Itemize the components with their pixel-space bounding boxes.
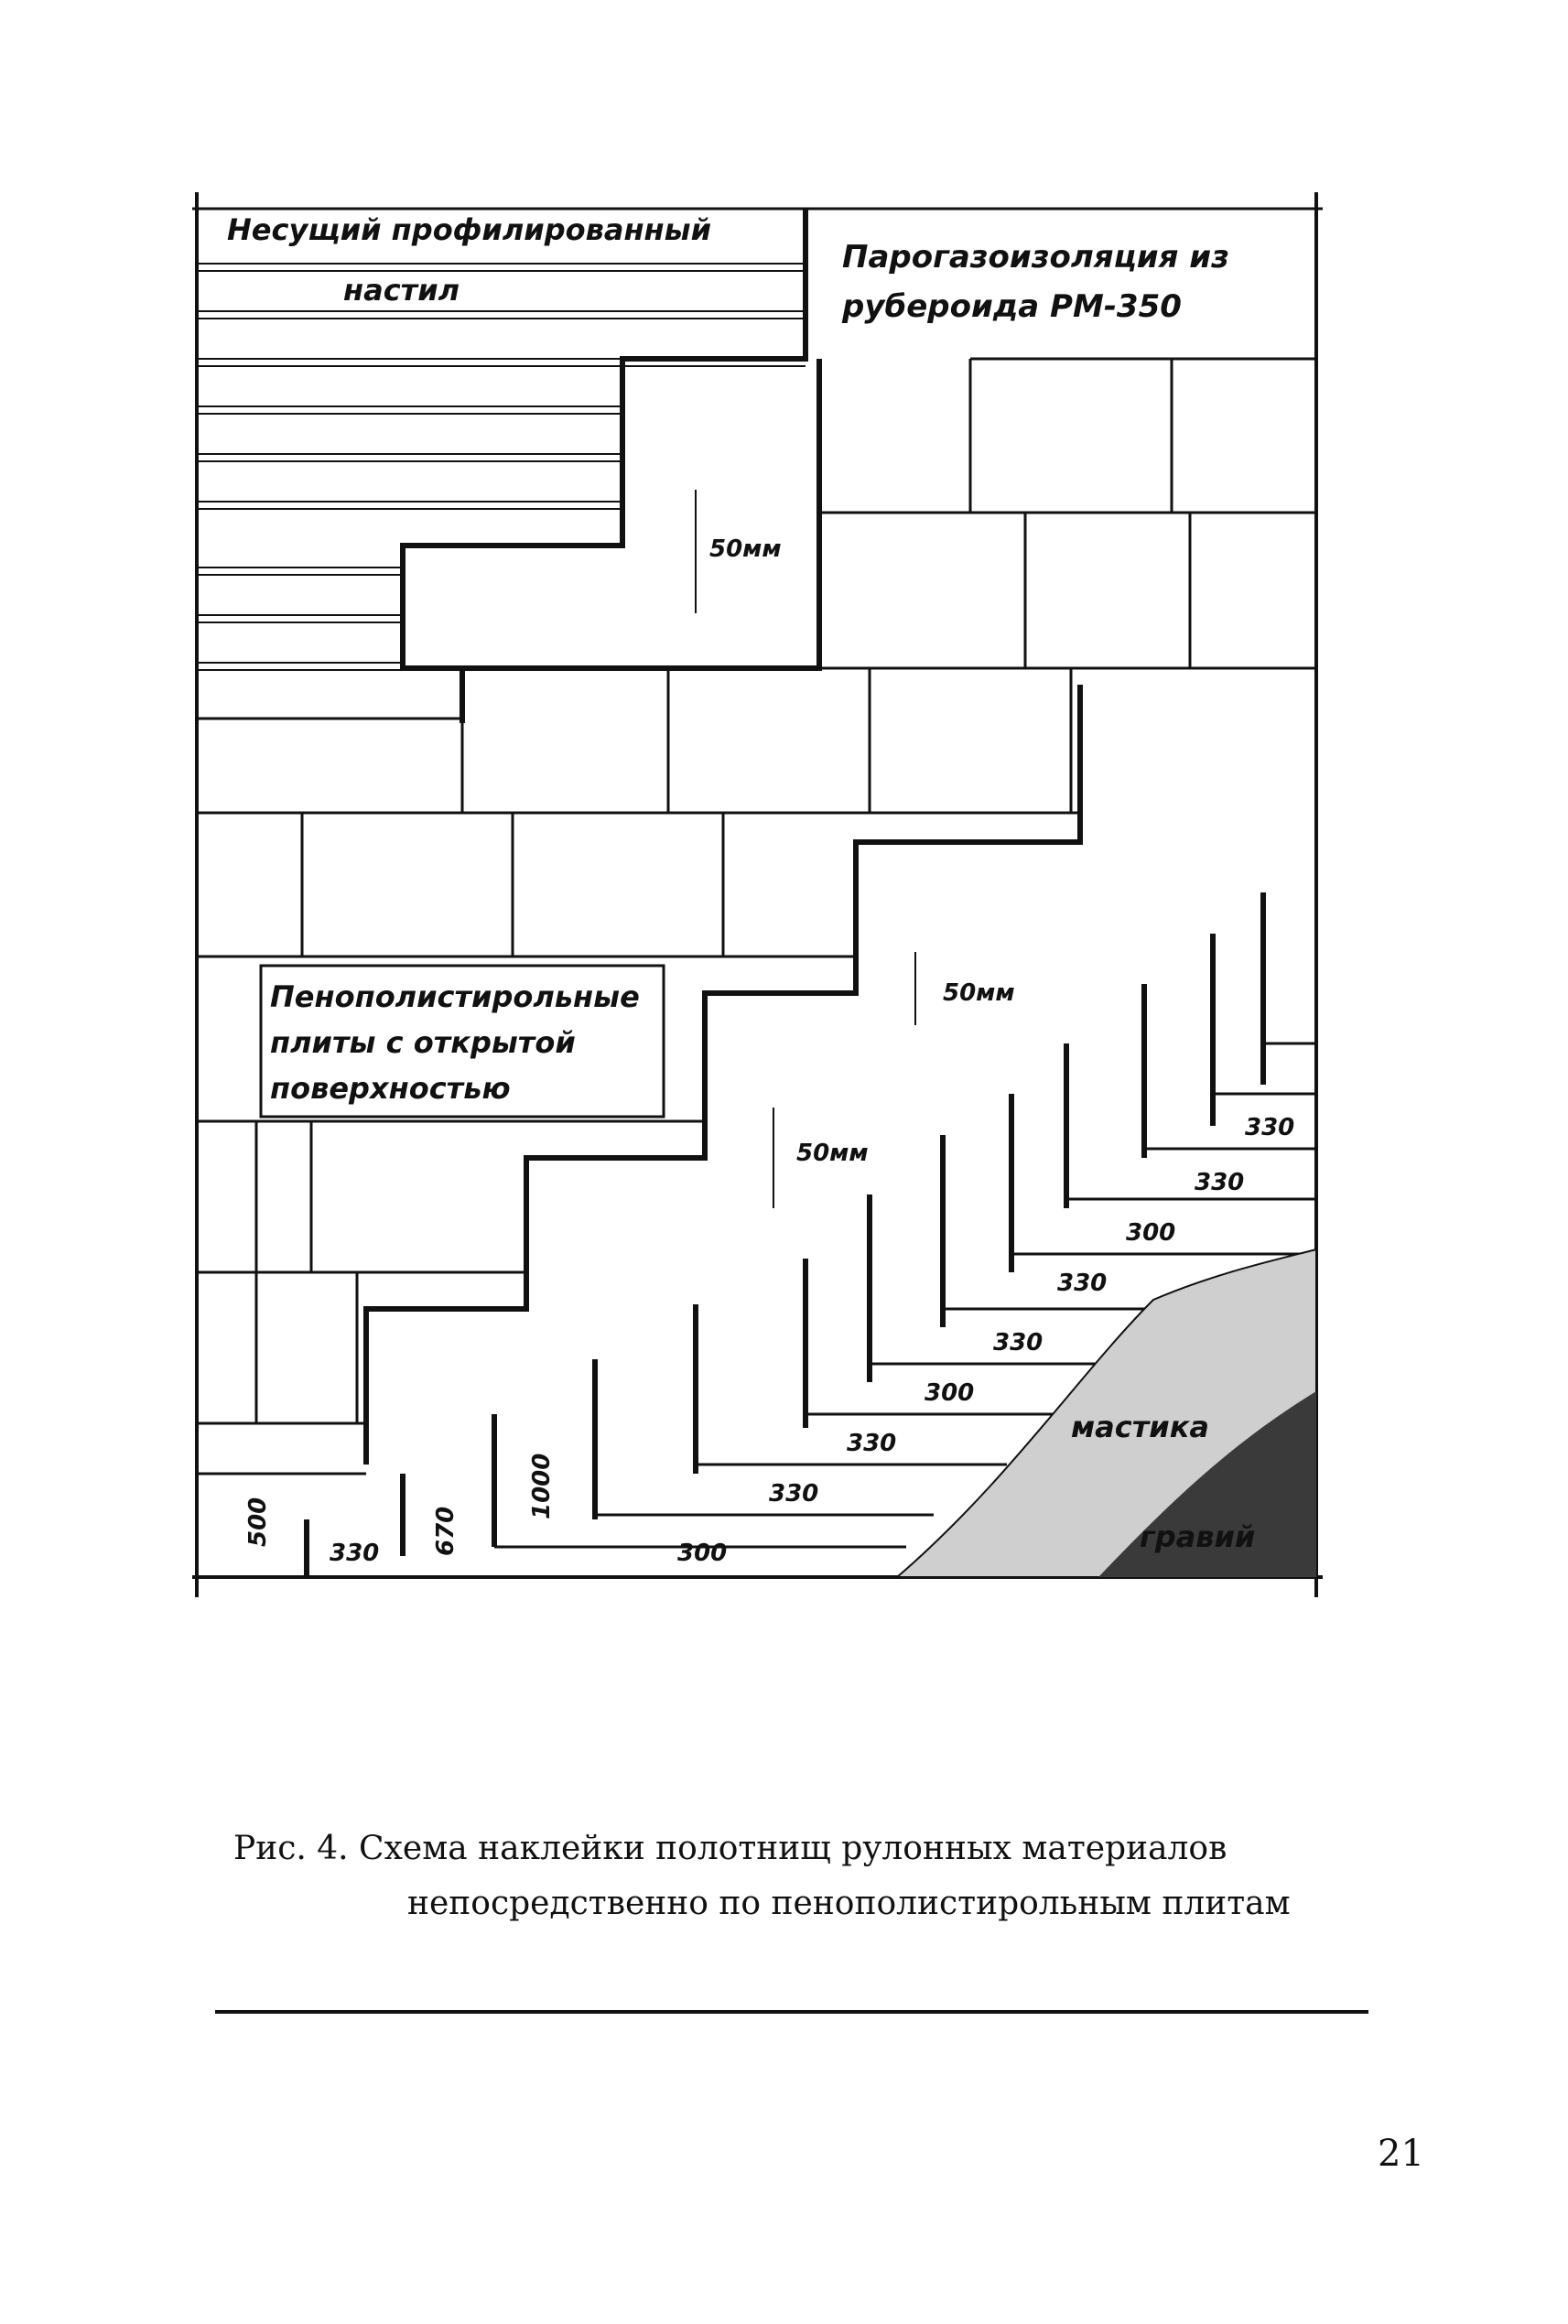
page-number: 21 <box>1378 2133 1424 2175</box>
dim-330-a: 330 <box>330 1540 380 1567</box>
dim-330-d: 330 <box>993 1329 1044 1357</box>
dim-330-c: 330 <box>847 1430 897 1457</box>
label-deck-line1: Несущий профилированный <box>227 212 712 247</box>
dim-330-g: 330 <box>1245 1114 1295 1141</box>
figure-caption <box>233 1821 1387 1931</box>
dim-500: 500 <box>244 1497 272 1547</box>
divider <box>215 2010 1368 2014</box>
dim-1000: 1000 <box>528 1453 556 1519</box>
dim-670: 670 <box>432 1506 460 1556</box>
dim-50mm-middle: 50мм <box>943 979 1015 1007</box>
dim-300-a: 300 <box>677 1540 728 1567</box>
dim-300-b: 300 <box>925 1379 975 1407</box>
label-foam-line3: поверхностью <box>270 1071 511 1106</box>
dim-300-c: 300 <box>1126 1219 1176 1247</box>
label-deck-line2: настил <box>343 273 460 308</box>
label-foam-line1: Пенополистирольные <box>270 979 640 1014</box>
label-mastic: мастика <box>1071 1410 1209 1444</box>
label-foam-line2: плиты с открытой <box>270 1025 576 1060</box>
dim-330-b: 330 <box>769 1480 819 1508</box>
dim-330-f: 330 <box>1195 1169 1245 1196</box>
label-vapor-line1: Парогазоизоляция из <box>842 239 1229 276</box>
caption-line2: непосредственно по пенополистирольным плитам <box>407 1885 1291 1922</box>
dim-50mm-top: 50мм <box>709 535 782 563</box>
label-vapor-line2: рубероида РМ-350 <box>842 288 1182 325</box>
profiled-deck <box>197 264 806 670</box>
label-gravel: гравий <box>1140 1519 1256 1554</box>
caption-line1: Рис. 4. Схема наклейки полотнищ рулонных материалов <box>233 1830 1227 1867</box>
dim-330-e: 330 <box>1057 1270 1108 1297</box>
dim-50mm-lower: 50мм <box>796 1140 869 1167</box>
